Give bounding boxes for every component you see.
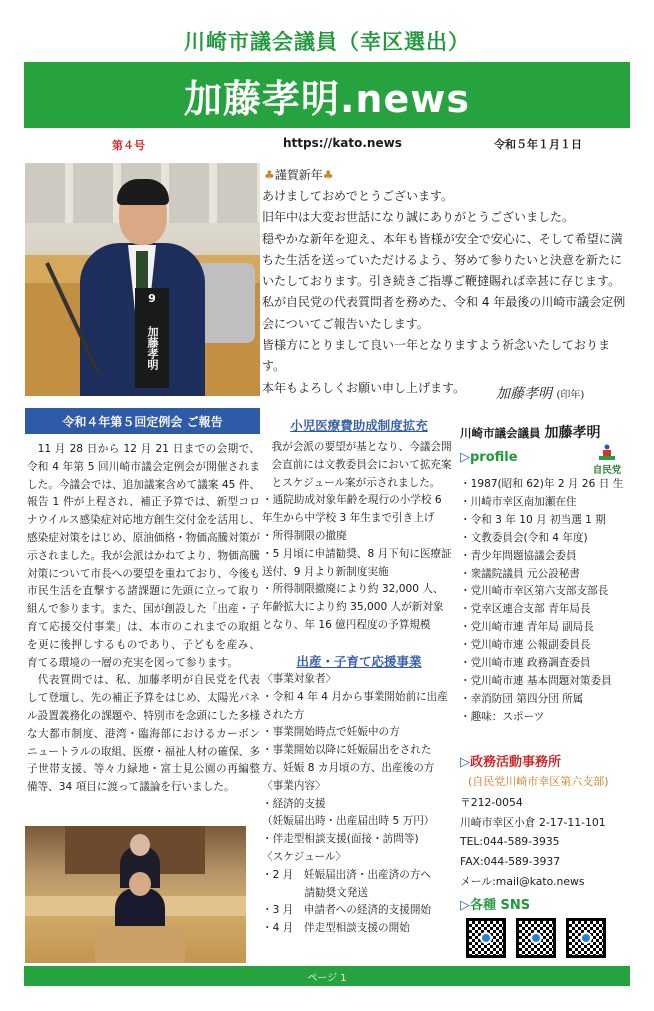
report-heading: 令和４年第５回定例会 ご報告	[25, 408, 260, 434]
greeting-paragraph: 穏やかな新年を迎え、本年も皆様が安全で安心に、そして希望に満ちた生活を送っていただけるよう、努めて参りたいと決意を新たにいたしております。引き続きご指導ご鞭撻賜れば幸甚に存じます。	[262, 231, 623, 289]
photo-person-hair	[117, 179, 169, 205]
sns-heading-text: 各種 SNS	[470, 898, 531, 913]
triangle-icon: ▷	[460, 755, 470, 770]
photo-nameplate	[135, 288, 169, 388]
medical-item: ・5 月頃に申請勧奨、8 月下旬に医療証送付、9 月より新制度実施	[262, 547, 452, 578]
sns-heading	[460, 894, 530, 913]
profile-list	[460, 476, 635, 727]
profile-item: ・1987(昭和 62)年 2 月 26 日 生	[460, 478, 624, 490]
photo-speaker-face	[129, 872, 151, 896]
profile-heading	[460, 450, 518, 465]
profile-item: ・文教委員会(令和 4 年度)	[460, 531, 588, 544]
childcare-line: ・2 月 妊娠届出済・出産済の方へ	[262, 868, 432, 881]
party-logo	[585, 444, 629, 476]
greeting-paragraph: 旧年中は大変お世話になり誠にありがとうございました。	[262, 210, 575, 225]
childcare-line: ・3 月 申請者への経済的支援開始	[262, 904, 432, 917]
page-footer: ページ 1	[24, 966, 630, 986]
childcare-body	[262, 671, 452, 938]
report-body	[27, 441, 260, 797]
profile-person-name: 加藤孝明	[544, 425, 601, 441]
greeting-body	[262, 186, 632, 399]
medical-heading: 小児医療費助成制度拡充	[290, 418, 428, 433]
medical-item: ・所得制限の撤廃	[262, 529, 347, 542]
childcare-line: ・経済的支援	[262, 797, 326, 810]
issue-number: 第４号	[112, 139, 145, 152]
profile-item: ・川崎市幸区南加瀬在住	[460, 495, 577, 508]
childcare-line: ・4 月 伴走型相談支援の開始	[262, 922, 410, 935]
signature	[496, 383, 584, 403]
issue-date: 令和５年１月１日	[494, 138, 582, 151]
sprout-icon: ♣	[322, 168, 334, 182]
medical-item: ・通院助成対象年齢を現行の小学校 6 年生から中学校 3 年生まで引き上げ	[262, 494, 442, 525]
profile-item: ・党川崎市幸区第六支部支部長	[460, 585, 609, 598]
childcare-line: 〈スケジュール〉	[262, 850, 347, 863]
profile-item: ・党川崎市連 基本問題対策委員	[460, 674, 612, 687]
office-fax: FAX:044-589-3937	[460, 855, 561, 869]
greeting-paragraph: あけましておめでとうございます。	[262, 189, 454, 203]
childcare-line: 〈事業対象者〉	[262, 673, 337, 685]
triangle-icon: ▷	[460, 450, 470, 465]
council-photo	[25, 163, 260, 396]
profile-heading-text: profile	[470, 450, 518, 465]
profile-item: ・趣味：スポーツ	[460, 710, 545, 723]
qr-code-icon[interactable]	[516, 918, 556, 958]
childcare-line: ・令和 4 年 4 月から事業開始前に出産された方	[262, 690, 448, 721]
profile-item: ・党川崎市連 公報副委員長	[460, 639, 591, 652]
childcare-line: 〈事業内容〉	[262, 779, 326, 792]
party-label: 自民党	[592, 465, 622, 476]
greeting-paragraph: 本年もよろしくお願い申し上げます。	[262, 380, 466, 395]
office-heading-text: 政務活動事務所	[470, 755, 562, 770]
profile-title: 川崎市議会議員	[460, 426, 541, 440]
profile-name	[460, 422, 601, 442]
profile-item: ・衆議院議員 元公設秘書	[460, 567, 580, 580]
sprout-icon: ♣	[264, 168, 275, 182]
social-badge-icon	[580, 932, 592, 944]
greeting-heading	[264, 166, 334, 183]
qr-code-icon[interactable]	[466, 918, 506, 958]
report-paragraph: 代表質問では、私、加藤孝明が自民党を代表して登壇し、先の補正予算をはじめ、太陽光パネル設置義務化の課題や、特別市を念頭にした多様な大都市制度、港湾・臨海部におけるカーボンニュートラルの取組、医療・福祉人材の確保、多子世帯支援、等々力緑地・富士見公園の再編整備等、34 項目に渡って議論を行いました。	[27, 674, 260, 794]
triangle-icon: ▷	[460, 898, 470, 913]
greeting-paragraph: 私が自民党の代表質問者を務めた、令和 4 年最後の川崎市議会定例会についてご報告いたします。	[262, 295, 626, 331]
qr-code-icon[interactable]	[566, 918, 606, 958]
childcare-heading: 出産・子育て応援事業	[296, 654, 422, 669]
childcare-line: （妊娠届出時・出産届出時 5 万円）	[262, 815, 435, 828]
report-paragraph: 11 月 28 日から 12 月 21 日までの会期で、令和 4 年第 5 回川崎市議会定例会が開催されました。今議会では、追加議案含めて議案 45 件、報告 1 件が上程され、補正予算では、新型コロナウイルス感染症対応地方創生交付金を活用し、感染症対策をはじめ、原油価格・物価高騰対策が示されました。我が会派はかねてより、物価高騰対策について市長への要望を重ねており、今後も市民生活を直撃する諸課題に先頭に立って取り組んで参ります。また、国が創設した「出産・子育て応援交付事業」は、本市のこれまでの取組を更に後押しするものであり、子どもを産み、育てる環境の一層の充実を図って参ります。	[27, 443, 260, 669]
childcare-line: 請勧奨文発送	[262, 886, 368, 899]
greeting-paragraph: 皆様方にとりまして良い一年となりますよう祈念いたしております。	[262, 338, 611, 374]
website-url[interactable]: https://kato.news	[283, 136, 402, 150]
office-subtitle: (自民党川崎市幸区第六支部)	[468, 775, 609, 788]
office-address: 川崎市幸区小倉 2-17-11-101	[460, 815, 606, 829]
photo-chairperson-face	[130, 834, 150, 856]
social-badge-icon	[480, 932, 492, 944]
office-email[interactable]: メール:mail@kato.news	[460, 874, 585, 888]
signature-name: 加藤孝明	[496, 386, 552, 402]
childcare-line: ・事業開始時点で妊娠中の方	[262, 726, 400, 739]
newsletter-subtitle: 川崎市議会議員（幸区選出）	[184, 30, 470, 54]
profile-item: ・幸消防団 第四分団 所属	[460, 692, 584, 705]
medical-intro: 我が会派の要望が基となり、今議会開会直前には文教委員会において拡充案とスケジュール案が示されました。	[271, 441, 452, 489]
profile-item: ・党川崎市連 青年局 副局長	[460, 621, 594, 634]
office-postal: 〒212-0054	[460, 796, 523, 809]
profile-item: ・党幸区連合支部 青年局長	[460, 603, 591, 616]
title-banner	[24, 62, 630, 128]
medical-item: ・所得制限撤廃により約 32,000 人、年齢拡大により約 35,000 人が新対象となり、年 16 億円程度の予算規模	[262, 583, 444, 631]
profile-item: ・令和 3 年 10 月 初当選 1 期	[460, 513, 606, 526]
profile-item: ・党川崎市連 政務調査委員	[460, 657, 591, 670]
assembly-photo	[25, 826, 246, 963]
medical-body	[262, 439, 452, 635]
nameplate-name: 加藤孝明	[146, 326, 159, 370]
newsletter-title: 加藤孝明.news	[184, 76, 470, 121]
party-logo-icon	[597, 444, 617, 462]
office-tel: TEL:044-589-3935	[460, 835, 560, 849]
photo-podium	[95, 926, 185, 963]
greeting-heading-text: 謹賀新年	[274, 168, 323, 182]
office-contact	[460, 793, 635, 892]
nameplate-number: 9	[148, 292, 156, 305]
childcare-line: ・伴走型相談支援(面接・訪問等)	[262, 833, 419, 846]
childcare-line: ・事業開始以降に妊娠届出をされた方、妊娠 8 カ月頃の方、出産後の方	[262, 744, 435, 774]
profile-item: ・青少年問題協議会委員	[460, 549, 577, 562]
social-badge-icon	[530, 932, 542, 944]
signature-note: (印年)	[556, 390, 585, 401]
office-heading	[460, 751, 561, 770]
